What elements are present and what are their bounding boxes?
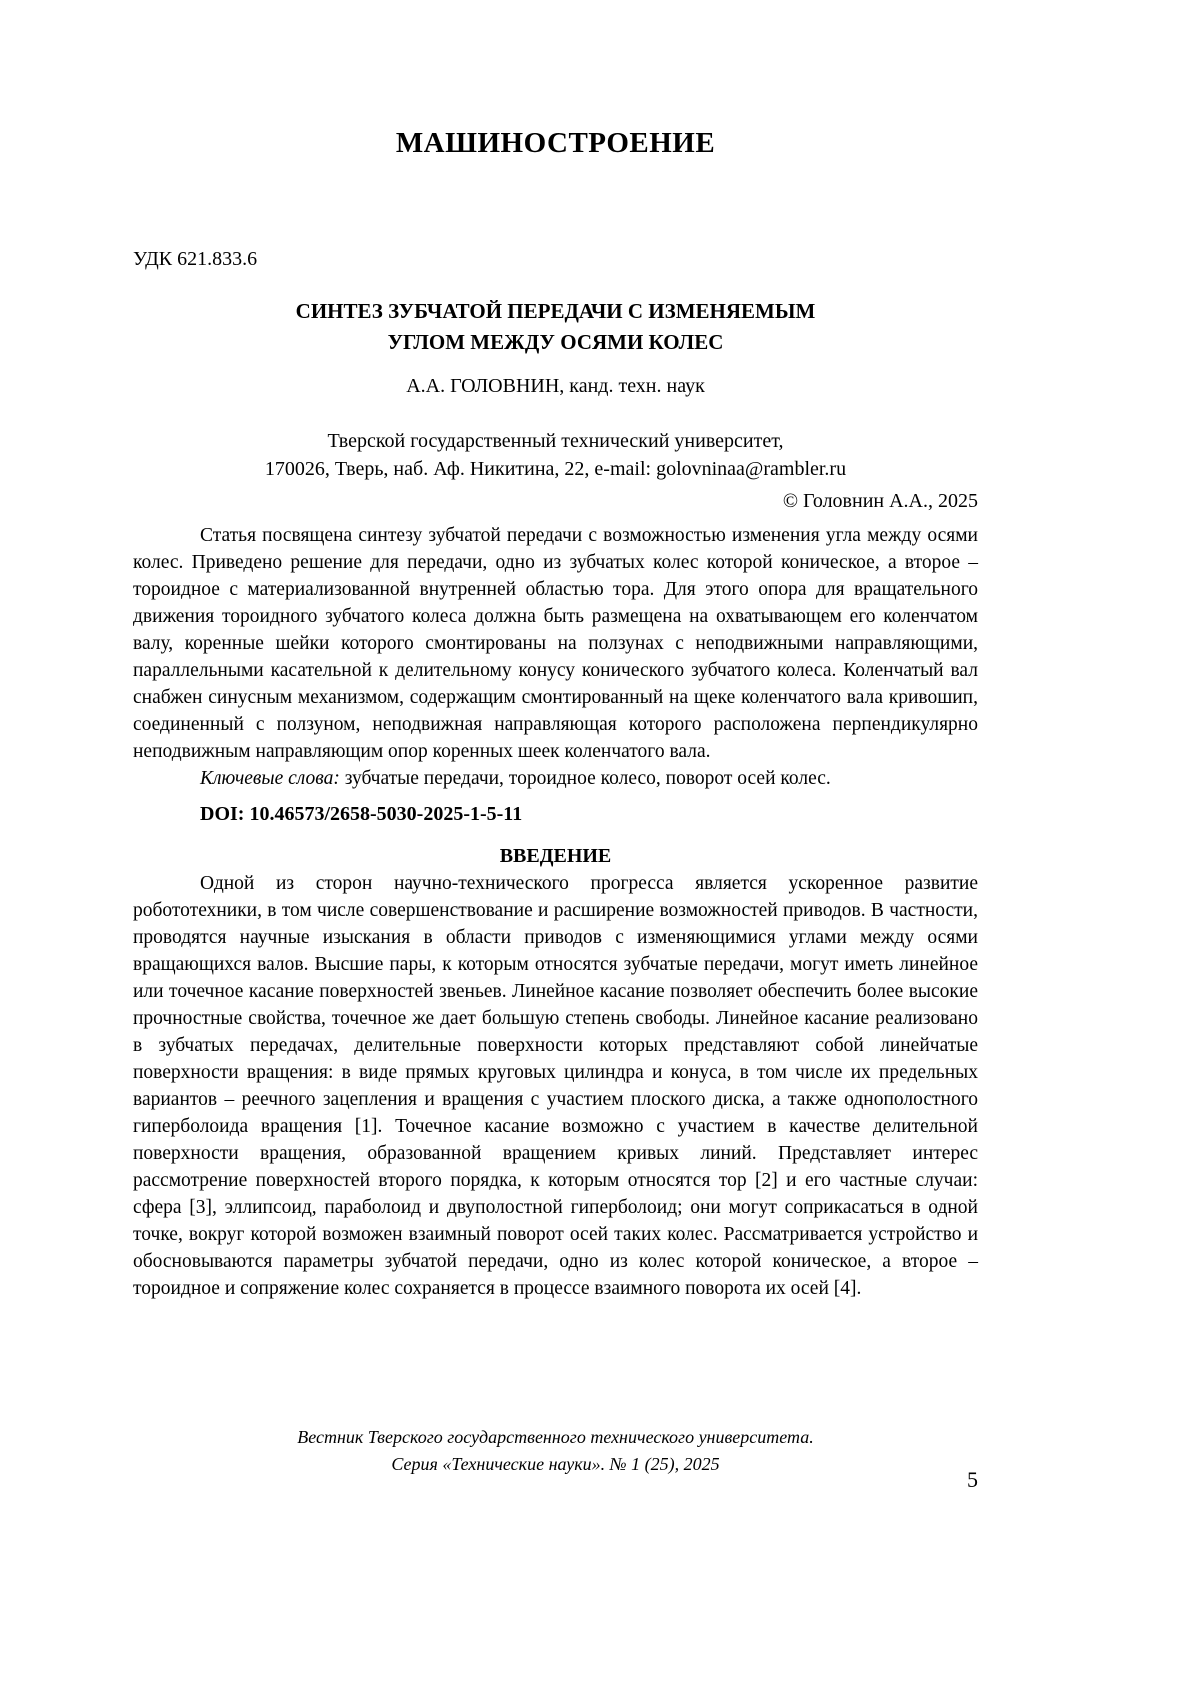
introduction-heading: ВВЕДЕНИЕ [499, 845, 612, 867]
abstract-paragraph: Статья посвящена синтезу зубчатой передачи с возможностью изменения угла между осями колес. Приведено решение для передачи, одно из зубчатых колес которой коническое, а второе – тороидное с материализованной внутренней областью тора. Для этого опора для вращательного движения тороидного зубчатого колеса должна быть размещена на охватывающем его коленчатом валу, коренные шейки которого смонтированы на ползунах с неподвижными направляющими, параллельными касательной к делительному конусу конического зубчатого колеса. Коленчатый вал снабжен синусным механизмом, содержащим смонтированный на щеке коленчатого вала кривошип, соединенный с ползуном, неподвижная направляющая которого расположена перпендикулярно неподвижным направляющим опор коренных шеек коленчатого вала. [133, 525, 978, 762]
footer-line2: Серия «Технические науки». № 1 (25), 2025 [391, 1454, 720, 1474]
keywords-text: зубчатые передачи, тороидное колесо, поворот осей колес. [344, 768, 831, 789]
keywords-line [133, 765, 978, 792]
affiliation-line1: Тверской государственный технический университет, [327, 430, 784, 452]
affiliation-line2: 170026, Тверь, наб. Аф. Никитина, 22, e-mail: golovninaa@rambler.ru [264, 458, 847, 480]
page-number: 5 [967, 1467, 978, 1492]
udc-code: УДК 621.833.6 [133, 248, 258, 270]
section-heading: МАШИНОСТРОЕНИЕ [395, 127, 716, 159]
doi-line: DOI: 10.46573/2658-5030-2025-1-5-11 [200, 803, 523, 825]
keywords-label: Ключевые слова: [200, 768, 340, 789]
introduction-paragraph: Одной из сторон научно-технического прогресса является ускоренное развитие робототехники, в том числе совершенствование и расширение возможностей приводов. В частности, проводятся научные изыскания в области приводов с изменяющимися углами между осями вращающихся валов. Высшие пары, к которым относятся зубчатые передачи, могут иметь линейное или точечное касание поверхностей звеньев. Линейное касание позволяет обеспечить более высокие прочностные свойства, точечное же дает большую степень свободы. Линейное касание реализовано в зубчатых передачах, делительные поверхности которых представляют собой линейчатые поверхности вращения: в виде прямых круговых цилиндра и конуса, в том числе их предельных вариантов – реечного зацепления и вращения с участием плоского диска, а также однополостного гиперболоида вращения [1]. Точечное касание возможно с участием в качестве делительной поверхности вращения, образованной вращением кривых линий. Представляет интерес рассмотрение поверхностей второго порядка, к которым относятся тор [2] и его частные случаи: сфера [3], эллипсоид, параболоид и двуполостной гиперболоид; они могут соприкасаться в одной точке, вокруг которой возможен взаимный поворот осей таких колес. Рассматривается устройство и обосновываются параметры зубчатой передачи, одно из колес которой коническое, а второе – тороидное и сопряжение колес сохраняется в процессе взаимного поворота их осей [4]. [133, 873, 978, 1299]
article-title-line1: СИНТЕЗ ЗУБЧАТОЙ ПЕРЕДАЧИ С ИЗМЕНЯЕМЫМ [295, 299, 816, 323]
copyright-line: © Головнин А.А., 2025 [782, 490, 978, 512]
affiliation-block [133, 427, 978, 483]
article-title [133, 296, 978, 358]
footer-line1: Вестник Тверского государственного технического университета. [297, 1427, 814, 1447]
article-title-line2: УГЛОМ МЕЖДУ ОСЯМИ КОЛЕС [387, 330, 724, 354]
author-line: А.А. ГОЛОВНИН, канд. техн. наук [406, 375, 705, 397]
